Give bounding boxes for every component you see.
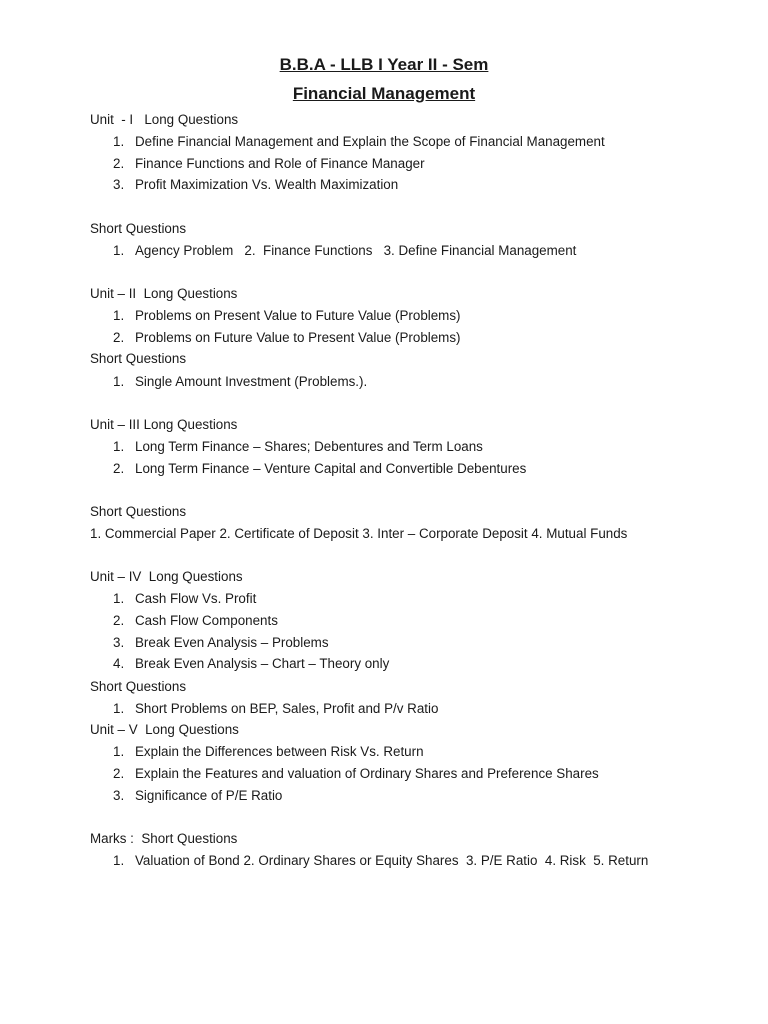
- list-number: 2.: [113, 766, 125, 781]
- unit-4-short: Short Problems on BEP, Sales, Profit and P/v Ratio: [135, 701, 439, 716]
- unit-2-heading: Unit – II Long Questions: [90, 286, 238, 301]
- list-number: 1.: [113, 591, 125, 606]
- list-number: 2.: [113, 613, 125, 628]
- unit-3-long-2: Long Term Finance – Venture Capital and Convertible Debentures: [135, 461, 527, 476]
- unit-4-short-heading: Short Questions: [90, 679, 187, 694]
- list-number: 4.: [113, 656, 125, 671]
- unit-5-long-2: Explain the Features and valuation of Ordinary Shares and Preference Shares: [135, 766, 599, 781]
- unit-3-long-1: Long Term Finance – Shares; Debentures and Term Loans: [135, 439, 483, 454]
- unit-4-heading: Unit – IV Long Questions: [90, 569, 243, 584]
- unit-3-short-heading: Short Questions: [90, 504, 187, 519]
- unit-5-heading: Unit – V Long Questions: [90, 722, 239, 737]
- list-number: 1.: [113, 744, 125, 759]
- course-title: B.B.A - LLB I Year II - Sem: [279, 55, 489, 74]
- unit-5-short: Valuation of Bond 2. Ordinary Shares or Equity Shares 3. P/E Ratio 4. Risk 5. Return: [135, 853, 649, 868]
- unit-4-long-2: Cash Flow Components: [135, 613, 278, 628]
- unit-5-long-1: Explain the Differences between Risk Vs. Return: [135, 744, 424, 759]
- unit-2-long-2: Problems on Future Value to Present Value (Problems): [135, 330, 461, 345]
- unit-4-long-3: Break Even Analysis – Problems: [135, 635, 329, 650]
- unit-2-short-heading: Short Questions: [90, 351, 187, 366]
- list-number: 1.: [113, 374, 125, 389]
- unit-5-long-3: Significance of P/E Ratio: [135, 788, 283, 803]
- list-number: 3.: [113, 177, 125, 192]
- unit-1-short: Agency Problem 2. Finance Functions 3. Define Financial Management: [135, 243, 577, 258]
- list-number: 1.: [113, 243, 125, 258]
- unit-1-long-1: Define Financial Management and Explain the Scope of Financial Management: [135, 134, 605, 149]
- unit-4-long-1: Cash Flow Vs. Profit: [135, 591, 257, 606]
- list-number: 1.: [113, 439, 125, 454]
- unit-1-short-heading: Short Questions: [90, 221, 187, 236]
- unit-3-heading: Unit – III Long Questions: [90, 417, 238, 432]
- list-number: 2.: [113, 461, 125, 476]
- list-number: 2.: [113, 156, 125, 171]
- list-number: 2.: [113, 330, 125, 345]
- list-number: 1.: [113, 853, 125, 868]
- subject-title: Financial Management: [292, 84, 476, 103]
- list-number: 3.: [113, 635, 125, 650]
- list-number: 1.: [113, 134, 125, 149]
- list-number: 3.: [113, 788, 125, 803]
- unit-3-short: 1. Commercial Paper 2. Certificate of Deposit 3. Inter – Corporate Deposit 4. Mutual Funds: [90, 526, 628, 541]
- unit-1-long-2: Finance Functions and Role of Finance Manager: [135, 156, 425, 171]
- unit-1-heading: Unit - I Long Questions: [90, 112, 239, 127]
- unit-2-short: Single Amount Investment (Problems.).: [135, 374, 368, 389]
- unit-2-long-1: Problems on Present Value to Future Value (Problems): [135, 308, 461, 323]
- unit-4-long-4: Break Even Analysis – Chart – Theory only: [135, 656, 390, 671]
- list-number: 1.: [113, 308, 125, 323]
- unit-5-short-heading: Marks : Short Questions: [90, 831, 238, 846]
- unit-1-long-3: Profit Maximization Vs. Wealth Maximization: [135, 177, 399, 192]
- list-number: 1.: [113, 701, 125, 716]
